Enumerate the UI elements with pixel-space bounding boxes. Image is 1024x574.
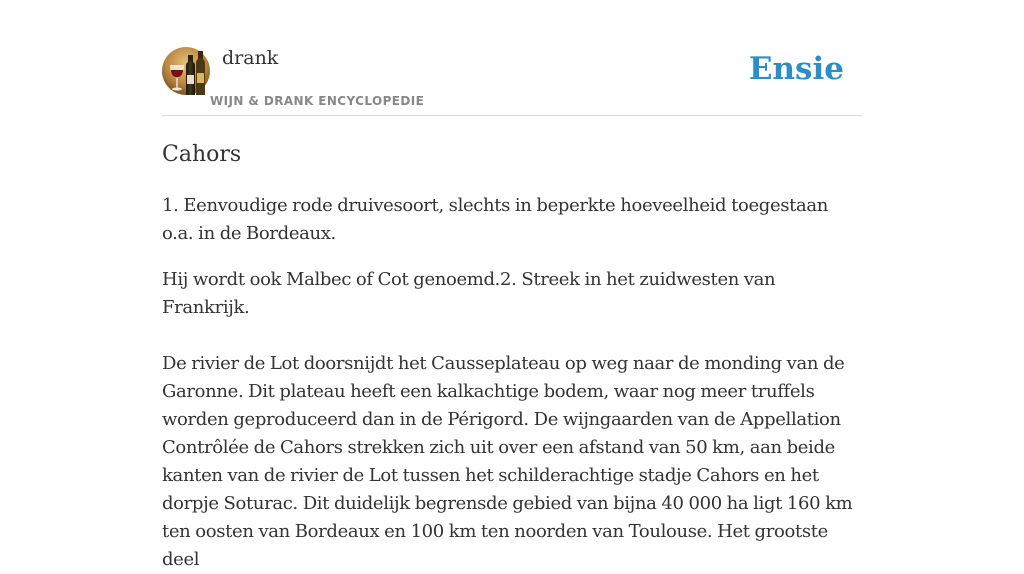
paragraph-definition: 1. Eenvoudige rode druivesoort, slechts in beperkte hoeveelheid toegestaan o.a. in de Bordeaux. <box>162 195 829 244</box>
wine-bottles-glass-icon <box>162 47 210 95</box>
paragraph-region: De rivier de Lot doorsnijdt het Causseplateau op weg naar de monding van de Garonne. Dit plateau heeft een kalkachtige bodem, waar nog meer truffels worden geproduceerd dan in de Périgord. De wijngaarden van de Appellation Contrôlée de Cahors strekken zich uit over een afstand van 50 km, aan beide kanten van de rivier de Lot tussen het schilderachtige stadje Cahors en het dorpje Soturac. Dit duidelijk begrensde gebied van bijna 40 000 ha ligt 160 km ten oosten van Bordeaux en 100 km ten noorden van Toulouse. Het grootste deel <box>162 353 853 570</box>
site-subtitle: WIJN & DRANK ENCYCLOPEDIE <box>210 94 425 108</box>
brand-logo-link[interactable]: Ensie <box>748 51 844 87</box>
article-body <box>162 192 862 574</box>
entry-page <box>162 0 862 570</box>
avatar[interactable] <box>162 47 210 95</box>
paragraph-synonyms: Hij wordt ook Malbec of Cot genoemd.2. Streek in het zuidwesten van Frankrijk. <box>162 269 776 318</box>
site-header <box>162 0 862 116</box>
site-name[interactable]: drank <box>222 47 279 69</box>
page-title: Cahors <box>162 142 242 167</box>
